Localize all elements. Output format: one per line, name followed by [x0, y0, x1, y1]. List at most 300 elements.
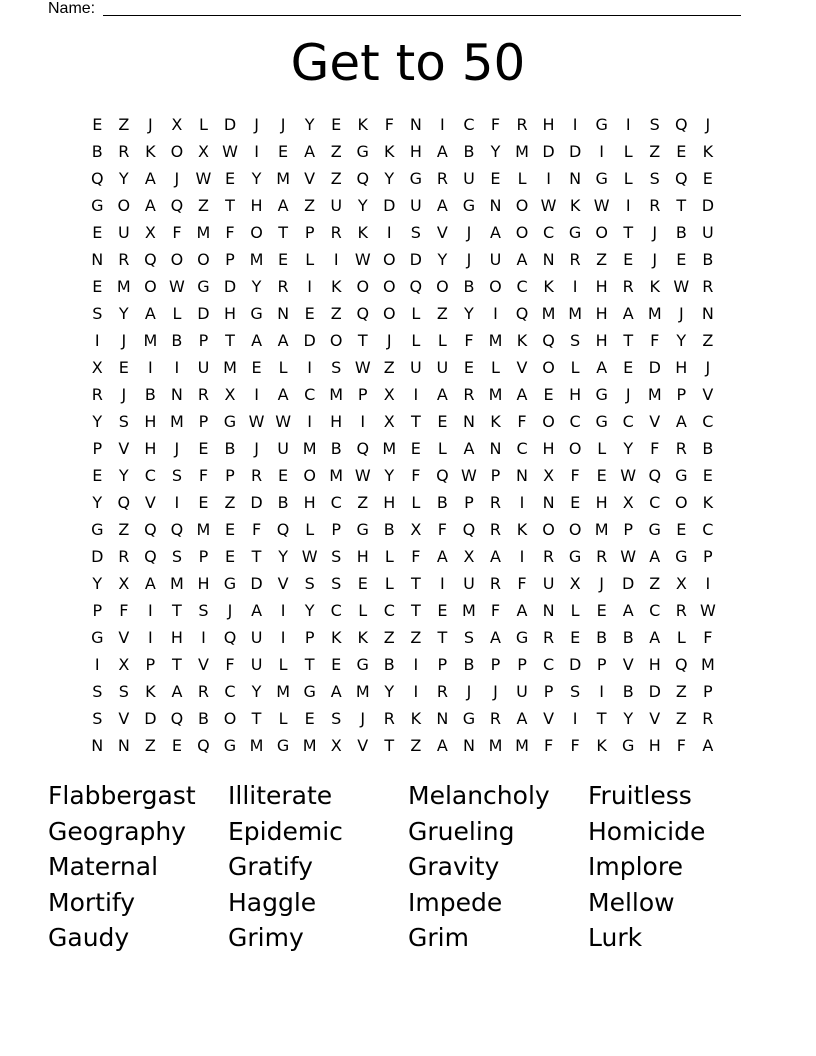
grid-letter: E: [304, 304, 315, 323]
grid-letter: R: [489, 493, 502, 512]
grid-letter: U: [463, 574, 475, 593]
word-list-item: Flabbergast: [48, 781, 196, 810]
grid-letter: C: [569, 412, 581, 431]
grid-letter: F: [650, 439, 660, 458]
grid-letter: Q: [144, 250, 157, 269]
grid-letter: O: [542, 412, 555, 431]
grid-letter: Y: [278, 547, 288, 566]
grid-letter: X: [675, 574, 687, 593]
grid-letter: M: [276, 682, 290, 701]
grid-letter: M: [302, 736, 317, 755]
grid-letter: Q: [542, 331, 555, 350]
grid-letter: Z: [410, 736, 422, 755]
grid-letter: A: [436, 196, 448, 215]
grid-letter: U: [701, 223, 714, 242]
grid-letter: O: [515, 223, 529, 242]
grid-letter: K: [330, 628, 342, 647]
grid-letter: I: [625, 115, 631, 134]
grid-letter: E: [570, 493, 581, 512]
grid-letter: S: [304, 574, 315, 593]
grid-letter: Q: [648, 466, 662, 485]
grid-letter: F: [570, 736, 580, 755]
grid-letter: E: [490, 169, 501, 188]
grid-letter: F: [198, 466, 209, 485]
grid-letter: R: [118, 142, 130, 161]
grid-letter: G: [356, 142, 369, 161]
grid-letter: G: [675, 547, 688, 566]
grid-letter: W: [301, 547, 318, 566]
grid-letter: S: [171, 547, 182, 566]
grid-letter: N: [542, 493, 555, 512]
grid-letter: F: [676, 736, 686, 755]
grid-letter: C: [463, 115, 475, 134]
grid-letter: A: [649, 628, 661, 647]
grid-letter: Y: [92, 493, 103, 512]
grid-letter: J: [174, 439, 180, 458]
grid-letter: S: [649, 169, 660, 188]
grid-letter: L: [384, 547, 394, 566]
grid-letter: B: [675, 223, 687, 242]
grid-letter: T: [410, 574, 421, 593]
grid-letter: Q: [144, 520, 157, 539]
grid-letter: Y: [304, 115, 315, 134]
grid-letter: P: [517, 655, 527, 674]
grid-letter: I: [254, 385, 259, 404]
grid-letter: I: [572, 709, 578, 728]
grid-letter: B: [436, 493, 448, 512]
grid-letter: M: [382, 439, 397, 458]
grid-letter: F: [172, 223, 182, 242]
grid-letter: T: [172, 655, 182, 674]
grid-letter: O: [436, 277, 449, 296]
word-list-item: Mellow: [588, 887, 675, 917]
grid-letter: L: [676, 628, 686, 647]
grid-letter: V: [622, 655, 634, 674]
grid-letter: Y: [623, 709, 634, 728]
grid-letter: Q: [462, 520, 476, 539]
grid-letter: L: [305, 520, 315, 539]
grid-letter: D: [648, 358, 661, 377]
grid-letter: Z: [649, 574, 661, 593]
grid-letter: P: [145, 655, 156, 674]
grid-letter: G: [595, 169, 608, 188]
grid-letter: E: [676, 520, 687, 539]
grid-letter: T: [623, 331, 634, 350]
grid-letter: L: [597, 439, 607, 458]
grid-letter: T: [304, 655, 315, 674]
grid-letter: U: [436, 358, 449, 377]
grid-letter: K: [330, 277, 342, 296]
grid-letter: S: [331, 358, 342, 377]
grid-letter: M: [647, 304, 662, 323]
word-list-item: Grimy: [228, 923, 304, 952]
grid-letter: F: [437, 520, 447, 539]
grid-letter: J: [227, 601, 233, 620]
grid-letter: S: [570, 331, 581, 350]
grid-letter: T: [278, 223, 288, 242]
grid-letter: R: [702, 277, 714, 296]
grid-letter: M: [647, 385, 662, 404]
grid-letter: X: [543, 466, 555, 485]
grid-letter: H: [648, 736, 661, 755]
grid-letter: Q: [223, 628, 237, 647]
grid-letter: D: [409, 250, 422, 269]
grid-letter: G: [91, 196, 104, 215]
grid-letter: A: [436, 142, 448, 161]
grid-letter: I: [201, 628, 206, 647]
grid-letter: E: [251, 358, 262, 377]
word-list-item: Mortify: [48, 887, 136, 917]
grid-letter: O: [117, 196, 131, 215]
word-list-item: Melancholy: [408, 781, 550, 810]
grid-letter: A: [490, 547, 501, 566]
grid-letter: P: [703, 547, 713, 566]
grid-letter: K: [357, 115, 368, 134]
grid-letter: N: [91, 250, 104, 269]
grid-letter: I: [280, 601, 286, 620]
grid-letter: L: [570, 601, 580, 620]
grid-letter: J: [360, 709, 366, 728]
grid-letter: X: [118, 574, 130, 593]
grid-letter: U: [516, 682, 528, 701]
grid-letter: N: [462, 736, 475, 755]
grid-letter: C: [144, 466, 156, 485]
grid-letter: V: [277, 574, 289, 593]
grid-letter: M: [223, 358, 237, 377]
grid-letter: A: [596, 358, 608, 377]
grid-letter: V: [702, 385, 714, 404]
grid-letter: Z: [436, 304, 448, 323]
grid-letter: L: [437, 439, 447, 458]
grid-letter: J: [466, 250, 472, 269]
grid-letter: Q: [409, 277, 423, 296]
grid-letter: D: [223, 115, 237, 134]
grid-letter: U: [542, 574, 555, 593]
grid-letter: D: [568, 655, 582, 674]
grid-letter: G: [276, 736, 290, 755]
word-list-item: Implore: [588, 852, 683, 881]
grid-letter: J: [174, 169, 180, 188]
grid-letter: Q: [675, 655, 688, 674]
grid-letter: O: [250, 223, 263, 242]
grid-letter: A: [251, 601, 263, 620]
grid-letter: C: [224, 682, 236, 701]
word-list-item: Lurk: [588, 923, 643, 952]
grid-letter: L: [358, 601, 368, 620]
grid-letter: A: [490, 223, 501, 242]
grid-letter: H: [170, 628, 183, 647]
grid-letter: P: [437, 655, 448, 674]
grid-letter: F: [119, 601, 129, 620]
grid-letter: I: [599, 682, 605, 701]
grid-letter: O: [170, 142, 184, 161]
grid-letter: E: [198, 493, 209, 512]
grid-letter: A: [277, 385, 289, 404]
grid-letter: M: [355, 682, 370, 701]
grid-letter: Q: [356, 304, 370, 323]
grid-letter: M: [196, 223, 211, 242]
grid-letter: H: [595, 493, 608, 512]
grid-letter: A: [516, 601, 528, 620]
grid-letter: G: [462, 709, 476, 728]
grid-letter: D: [383, 196, 396, 215]
grid-letter: Y: [251, 277, 262, 296]
grid-letter: M: [700, 655, 715, 674]
grid-letter: A: [622, 304, 634, 323]
grid-letter: G: [223, 736, 237, 755]
grid-letter: E: [92, 466, 103, 485]
grid-letter: G: [91, 628, 104, 647]
grid-letter: W: [593, 196, 610, 215]
grid-letter: U: [330, 196, 343, 215]
grid-letter: P: [92, 439, 103, 458]
grid-letter: Y: [464, 304, 474, 323]
grid-letter: I: [413, 385, 419, 404]
grid-letter: O: [382, 277, 396, 296]
grid-letter: O: [170, 250, 184, 269]
grid-letter: Z: [118, 520, 130, 539]
grid-letter: R: [569, 250, 581, 269]
grid-letter: D: [568, 142, 582, 161]
grid-letter: G: [515, 628, 529, 647]
grid-letter: E: [623, 358, 634, 377]
grid-letter: U: [409, 358, 422, 377]
grid-letter: J: [705, 358, 711, 377]
grid-letter: J: [466, 682, 472, 701]
grid-letter: X: [197, 142, 209, 161]
grid-letter: N: [542, 250, 555, 269]
grid-letter: Z: [330, 142, 342, 161]
grid-letter: E: [224, 169, 236, 188]
grid-letter: Y: [623, 439, 634, 458]
word-list-item: Grueling: [408, 816, 515, 846]
word-list-item: Haggle: [228, 887, 317, 917]
grid-letter: W: [354, 358, 371, 377]
grid-letter: P: [464, 493, 474, 512]
grid-letter: C: [649, 493, 661, 512]
grid-letter: K: [490, 412, 501, 431]
grid-letter: H: [330, 412, 343, 431]
grid-letter: K: [384, 142, 395, 161]
grid-letter: W: [699, 601, 716, 620]
grid-letter: A: [144, 196, 156, 215]
grid-letter: L: [278, 709, 288, 728]
grid-letter: A: [516, 709, 528, 728]
grid-letter: L: [172, 304, 182, 323]
grid-letter: F: [464, 331, 474, 350]
grid-letter: P: [225, 250, 235, 269]
grid-letter: J: [254, 115, 259, 134]
grid-letter: F: [251, 520, 262, 539]
grid-letter: T: [251, 547, 262, 566]
grid-letter: G: [595, 412, 608, 431]
grid-letter: B: [463, 277, 475, 296]
grid-letter: L: [384, 574, 394, 593]
grid-letter: T: [676, 196, 687, 215]
grid-letter: A: [490, 628, 501, 647]
grid-letter: M: [329, 466, 344, 485]
grid-letter: K: [516, 331, 528, 350]
grid-letter: R: [118, 250, 130, 269]
grid-letter: E: [198, 439, 209, 458]
grid-letter: K: [516, 520, 528, 539]
grid-letter: H: [675, 358, 688, 377]
grid-letter: D: [223, 277, 237, 296]
grid-letter: S: [198, 601, 209, 620]
grid-letter: Q: [356, 439, 370, 458]
word-list-item: Gravity: [408, 852, 500, 881]
grid-letter: R: [516, 115, 528, 134]
grid-letter: R: [383, 709, 395, 728]
grid-letter: W: [195, 169, 212, 188]
grid-letter: G: [223, 574, 237, 593]
grid-letter: I: [94, 331, 100, 350]
grid-letter: Q: [90, 169, 104, 188]
grid-letter: K: [543, 277, 554, 296]
grid-letter: I: [519, 493, 525, 512]
grid-letter: K: [702, 142, 714, 161]
grid-letter: Q: [276, 520, 290, 539]
grid-letter: E: [596, 466, 607, 485]
grid-letter: X: [118, 655, 130, 674]
grid-letter: B: [383, 655, 395, 674]
word-list-item: Epidemic: [228, 816, 343, 846]
grid-letter: P: [198, 412, 209, 431]
grid-letter: Q: [170, 520, 184, 539]
grid-letter: L: [623, 169, 633, 188]
grid-letter: H: [648, 655, 661, 674]
grid-letter: L: [570, 358, 580, 377]
grid-letter: B: [224, 439, 236, 458]
grid-letter: P: [92, 601, 103, 620]
grid-letter: K: [410, 709, 422, 728]
grid-letter: R: [622, 277, 634, 296]
grid-letter: R: [197, 385, 210, 404]
grid-letter: I: [307, 358, 312, 377]
grid-letter: V: [436, 223, 448, 242]
grid-letter: A: [516, 250, 528, 269]
grid-letter: B: [463, 655, 475, 674]
grid-letter: Z: [304, 196, 316, 215]
grid-letter: J: [625, 385, 631, 404]
grid-letter: R: [543, 628, 555, 647]
word-list-item: Impede: [408, 887, 503, 917]
grid-letter: R: [596, 547, 608, 566]
grid-letter: Q: [675, 115, 688, 134]
grid-letter: Z: [118, 115, 130, 134]
grid-letter: A: [436, 547, 448, 566]
grid-letter: B: [197, 709, 209, 728]
grid-letter: W: [540, 196, 557, 215]
grid-letter: G: [462, 196, 476, 215]
grid-letter: Y: [92, 412, 103, 431]
grid-letter: G: [568, 223, 582, 242]
grid-letter: A: [171, 682, 183, 701]
grid-letter: O: [675, 493, 688, 512]
grid-letter: M: [302, 439, 317, 458]
grid-letter: K: [357, 628, 368, 647]
grid-letter: L: [278, 358, 288, 377]
grid-letter: N: [542, 601, 555, 620]
grid-letter: N: [436, 709, 449, 728]
grid-letter: S: [171, 466, 182, 485]
grid-letter: A: [277, 196, 289, 215]
grid-letter: S: [410, 223, 421, 242]
grid-letter: T: [596, 709, 607, 728]
grid-letter: F: [703, 628, 713, 647]
grid-letter: N: [569, 169, 582, 188]
grid-letter: W: [169, 277, 185, 296]
grid-letter: I: [440, 115, 445, 134]
grid-letter: X: [463, 547, 475, 566]
word-list-item: Gratify: [228, 852, 313, 881]
grid-letter: T: [357, 331, 368, 350]
grid-letter: Z: [675, 709, 687, 728]
grid-letter: S: [118, 412, 129, 431]
grid-letter: H: [595, 304, 608, 323]
grid-letter: G: [675, 466, 688, 485]
grid-letter: E: [224, 520, 236, 539]
grid-letter: R: [489, 574, 502, 593]
grid-letter: O: [144, 277, 157, 296]
grid-letter: G: [595, 385, 608, 404]
grid-letter: O: [595, 223, 608, 242]
grid-letter: R: [463, 385, 475, 404]
grid-letter: L: [305, 250, 315, 269]
grid-letter: P: [198, 547, 209, 566]
grid-letter: F: [411, 547, 421, 566]
grid-letter: Y: [357, 196, 368, 215]
grid-letter: H: [569, 385, 582, 404]
grid-letter: R: [277, 277, 289, 296]
grid-letter: Y: [118, 169, 129, 188]
grid-letter: O: [223, 709, 237, 728]
grid-letter: J: [652, 223, 658, 242]
grid-letter: V: [118, 628, 130, 647]
grid-letter: A: [144, 169, 156, 188]
grid-letter: I: [254, 142, 259, 161]
grid-letter: U: [250, 628, 263, 647]
grid-letter: M: [568, 304, 583, 323]
grid-letter: H: [223, 304, 237, 323]
grid-letter: H: [595, 331, 608, 350]
grid-letter: H: [250, 196, 263, 215]
grid-letter: H: [144, 439, 157, 458]
grid-letter: K: [569, 196, 581, 215]
grid-letter: A: [144, 304, 156, 323]
grid-letter: I: [625, 196, 631, 215]
grid-letter: N: [489, 196, 502, 215]
grid-letter: K: [145, 142, 156, 161]
word-list: [48, 778, 768, 956]
grid-letter: W: [354, 250, 371, 269]
grid-letter: N: [170, 385, 183, 404]
grid-letter: F: [490, 601, 501, 620]
grid-letter: E: [357, 574, 368, 593]
grid-letter: J: [254, 439, 259, 458]
word-list-item: Geography: [48, 816, 187, 846]
grid-letter: A: [144, 574, 156, 593]
grid-letter: V: [118, 709, 130, 728]
grid-letter: W: [275, 412, 292, 431]
grid-letter: I: [546, 169, 551, 188]
grid-letter: J: [466, 223, 472, 242]
grid-letter: R: [489, 709, 502, 728]
grid-letter: N: [277, 304, 290, 323]
grid-letter: L: [278, 655, 288, 674]
grid-letter: I: [413, 682, 419, 701]
grid-letter: F: [543, 736, 554, 755]
